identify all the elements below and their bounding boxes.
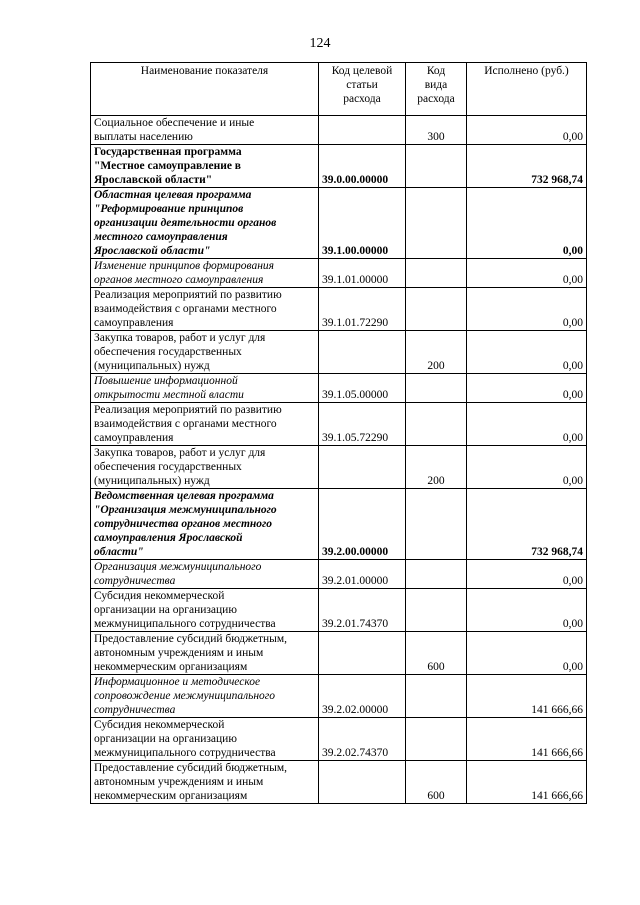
row-executed-amount: 0,00: [467, 403, 587, 446]
row-executed-amount: 0,00: [467, 259, 587, 288]
row-expense-type: [406, 188, 467, 259]
row-executed-amount: 732 968,74: [467, 489, 587, 560]
table-row: [91, 331, 587, 374]
row-target-code: [319, 446, 406, 489]
row-target-code: [319, 116, 406, 145]
row-expense-type: [406, 403, 467, 446]
row-expense-type: [406, 718, 467, 761]
row-expense-type: [406, 489, 467, 560]
row-expense-type: [406, 374, 467, 403]
header-expense-type: Код вида расхода: [406, 63, 467, 116]
row-executed-amount: 0,00: [467, 560, 587, 589]
budget-execution-table: [90, 62, 587, 804]
header-target-code: Код целевой статьи расхода: [319, 63, 406, 116]
row-indicator-name: Изменение принципов формирования органов местного самоуправления: [91, 259, 319, 288]
table-header-row: [91, 63, 587, 116]
row-target-code: 39.0.00.00000: [319, 145, 406, 188]
row-expense-type: 300: [406, 116, 467, 145]
row-target-code: 39.1.00.00000: [319, 188, 406, 259]
row-expense-type: 600: [406, 632, 467, 675]
row-target-code: [319, 632, 406, 675]
row-indicator-name: Областная целевая программа "Реформирование принципов организации деятельности органов местного самоуправления Ярославской области": [91, 188, 319, 259]
row-executed-amount: 0,00: [467, 632, 587, 675]
row-executed-amount: 141 666,66: [467, 718, 587, 761]
row-executed-amount: 141 666,66: [467, 761, 587, 804]
row-target-code: 39.1.05.00000: [319, 374, 406, 403]
table-body: [91, 116, 587, 804]
table-row: [91, 374, 587, 403]
row-target-code: 39.2.01.74370: [319, 589, 406, 632]
row-target-code: [319, 761, 406, 804]
table-row: [91, 116, 587, 145]
row-executed-amount: 0,00: [467, 374, 587, 403]
row-target-code: 39.1.05.72290: [319, 403, 406, 446]
row-indicator-name: Предоставление субсидий бюджетным, автономным учреждениям и иным некоммерческим организациям: [91, 761, 319, 804]
row-indicator-name: Предоставление субсидий бюджетным, автономным учреждениям и иным некоммерческим организациям: [91, 632, 319, 675]
row-indicator-name: Реализация мероприятий по развитию взаимодействия с органами местного самоуправления: [91, 288, 319, 331]
table-row: [91, 145, 587, 188]
table-row: [91, 718, 587, 761]
table-row: [91, 259, 587, 288]
row-target-code: 39.2.01.00000: [319, 560, 406, 589]
row-executed-amount: 0,00: [467, 188, 587, 259]
table-row: [91, 589, 587, 632]
row-indicator-name: Субсидия некоммерческой организации на организацию межмуниципального сотрудничества: [91, 718, 319, 761]
row-expense-type: [406, 675, 467, 718]
row-target-code: 39.1.01.72290: [319, 288, 406, 331]
row-expense-type: 200: [406, 331, 467, 374]
row-indicator-name: Повышение информационной открытости местной власти: [91, 374, 319, 403]
table-row: [91, 560, 587, 589]
row-executed-amount: 0,00: [467, 331, 587, 374]
row-expense-type: [406, 259, 467, 288]
row-target-code: 39.2.02.74370: [319, 718, 406, 761]
row-indicator-name: Субсидия некоммерческой организации на организацию межмуниципального сотрудничества: [91, 589, 319, 632]
row-indicator-name: Закупка товаров, работ и услуг для обеспечения государственных (муниципальных) нужд: [91, 446, 319, 489]
row-executed-amount: 0,00: [467, 589, 587, 632]
header-indicator-name: Наименование показателя: [91, 63, 319, 116]
row-indicator-name: Социальное обеспечение и иные выплаты населению: [91, 116, 319, 145]
row-target-code: 39.2.02.00000: [319, 675, 406, 718]
table-row: [91, 188, 587, 259]
row-executed-amount: 0,00: [467, 288, 587, 331]
row-expense-type: 200: [406, 446, 467, 489]
row-indicator-name: Закупка товаров, работ и услуг для обеспечения государственных (муниципальных) нужд: [91, 331, 319, 374]
table-row: [91, 761, 587, 804]
table-row: [91, 446, 587, 489]
row-expense-type: [406, 560, 467, 589]
row-indicator-name: Реализация мероприятий по развитию взаимодействия с органами местного самоуправления: [91, 403, 319, 446]
row-executed-amount: 0,00: [467, 446, 587, 489]
table-row: [91, 632, 587, 675]
row-executed-amount: 141 666,66: [467, 675, 587, 718]
row-indicator-name: Ведомственная целевая программа "Организация межмуниципального сотрудничества органов местного самоуправления Ярославской области": [91, 489, 319, 560]
row-target-code: 39.1.01.00000: [319, 259, 406, 288]
table-row: [91, 675, 587, 718]
row-indicator-name: Организация межмуниципального сотрудничества: [91, 560, 319, 589]
table-row: [91, 489, 587, 560]
row-expense-type: [406, 288, 467, 331]
row-executed-amount: 0,00: [467, 116, 587, 145]
row-expense-type: [406, 145, 467, 188]
row-target-code: 39.2.00.00000: [319, 489, 406, 560]
row-expense-type: 600: [406, 761, 467, 804]
row-indicator-name: Государственная программа "Местное самоуправление в Ярославской области": [91, 145, 319, 188]
row-indicator-name: Информационное и методическое сопровождение межмуниципального сотрудничества: [91, 675, 319, 718]
page-number: 124: [309, 36, 331, 51]
row-expense-type: [406, 589, 467, 632]
header-executed-amount: Исполнено (руб.): [467, 63, 587, 116]
row-target-code: [319, 331, 406, 374]
row-executed-amount: 732 968,74: [467, 145, 587, 188]
table-row: [91, 288, 587, 331]
table-row: [91, 403, 587, 446]
